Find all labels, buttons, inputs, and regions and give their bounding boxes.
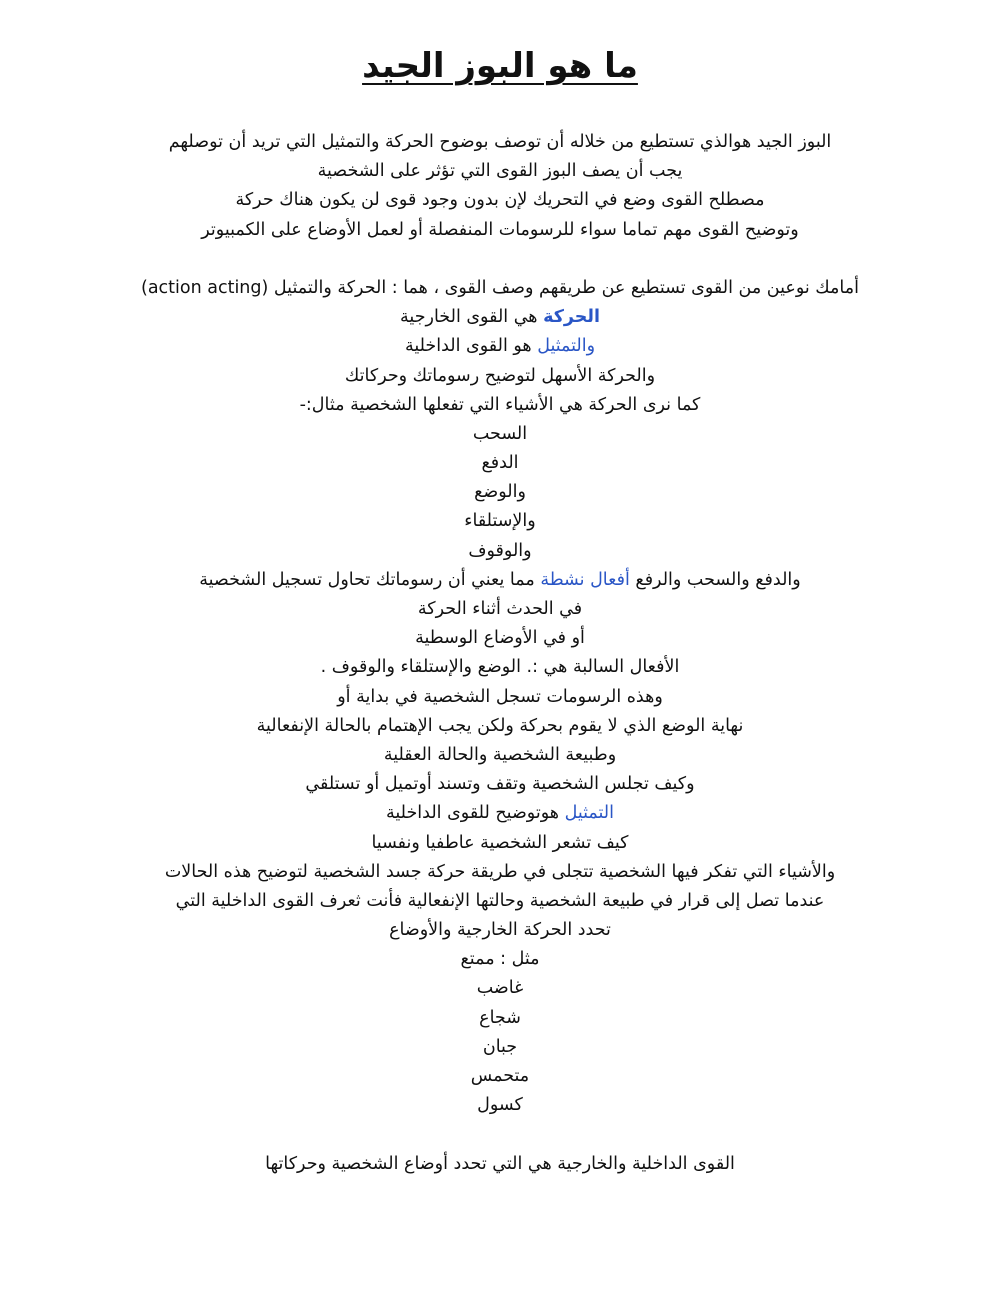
- list-item: كسول: [477, 1095, 523, 1116]
- paragraph-line: تحدد الحركة الخارجية والأوضاع: [389, 920, 611, 941]
- list-item: شجاع: [479, 1007, 521, 1028]
- paragraph-line: أو في الأوضاع الوسطية: [415, 628, 585, 649]
- forces-intro-text: أمامك نوعين من القوى تستطيع عن طريقهم وصف القوى ، هما : الحركة والتمثيل: [273, 277, 859, 298]
- paragraph-line: [70, 799, 930, 828]
- paragraph-line: كما نرى الحركة هي الأشياء التي تفعلها الشخصية مثال:-: [299, 394, 701, 415]
- document-body: [70, 128, 930, 1179]
- list-item: جبان: [482, 1036, 518, 1057]
- highlight-term-acting: والتمثيل: [537, 336, 596, 357]
- paragraph-line: عندما تصل إلى قرار في طبيعة الشخصية وحالتها الإنفعالية فأنت ثعرف القوى الداخلية التي: [175, 890, 825, 911]
- paragraph-line: البوز الجيد هوالذي تستطيع من خلاله أن توصف بوضوح الحركة والتمثيل التي تريد أن توصلهم: [168, 132, 832, 152]
- paragraph-line: [70, 566, 930, 595]
- paragraph-line: والأشياء التي تفكر فيها الشخصية تتجلى في طريقة حركة جسد الشخصية لتوضيح هذه الحالات: [164, 861, 836, 882]
- paragraph-line: يجب أن يصف البوز القوى التي تؤثر على الشخصية: [317, 161, 683, 182]
- line-rest: هو القوى الداخلية: [404, 336, 538, 357]
- list-item: مثل : ممتع: [460, 949, 540, 970]
- paragraph-line: والحركة الأسهل لتوضيح رسوماتك وحركاتك: [344, 365, 656, 386]
- highlight-term-action: الحركة: [543, 307, 600, 328]
- list-item: غاضب: [476, 978, 524, 999]
- english-term: action acting: [147, 277, 262, 298]
- list-item: والإستلقاء: [464, 511, 536, 532]
- page-title: [0, 42, 1000, 90]
- highlight-term-active-verbs: أفعال نشطة: [540, 569, 630, 590]
- paragraph-line: الأفعال السالبة هي :. الوضع والإستلقاء والوقوف .: [320, 657, 680, 678]
- blank-line: [70, 245, 930, 274]
- closing-line: القوى الداخلية والخارجية هي التي تحدد أوضاع الشخصية وحركاتها: [265, 1153, 735, 1174]
- paragraph-line: وتوضيح القوى مهم تماما سواء للرسومات المنفصلة أو لعمل الأوضاع على الكمبيوتر: [201, 219, 799, 240]
- paragraph-line: وطبيعة الشخصية والحالة العقلية: [383, 744, 617, 765]
- line-rest: هوتوضيح للقوى الداخلية: [386, 803, 565, 824]
- paragraph-line: كيف تشعر الشخصية عاطفيا ونفسيا: [371, 832, 629, 853]
- paragraph-line: [70, 332, 930, 361]
- list-item: السحب: [472, 423, 528, 444]
- paragraph-line: [70, 303, 930, 332]
- list-item: متحمس: [470, 1066, 530, 1086]
- list-item: والوقوف: [468, 540, 532, 561]
- paragraph-line: نهاية الوضع الذي لا يقوم بحركة ولكن يجب الإهتمام بالحالة الإنفعالية: [256, 715, 744, 736]
- paragraph-line: مصطلح القوى وضع في التحريك لإن بدون وجود قوى لن يكون هناك حركة: [235, 190, 765, 211]
- line-rest: هي القوى الخارجية: [400, 307, 544, 328]
- paragraph-line: وهذه الرسومات تسجل الشخصية في بداية أو: [337, 686, 663, 707]
- line-rest: مما يعني أن رسوماتك تحاول تسجيل الشخصية: [199, 569, 541, 590]
- list-item: الدفع: [481, 453, 519, 474]
- paragraph-line: وكيف تجلس الشخصية وتقف وتسند أوتميل أو تستلقي: [305, 774, 695, 795]
- list-item: والوضع: [474, 482, 526, 503]
- blank-line: [70, 1120, 930, 1149]
- page-title-text: ما هو البوز الجيد: [362, 46, 638, 86]
- line-start: والدفع والسحب والرفع: [629, 569, 801, 590]
- paragraph-line: أمامك نوعين من القوى تستطيع عن طريقهم وصف القوى ، هما : الحركة والتمثيل (action acting): [140, 277, 859, 298]
- paragraph-line: في الحدث أثناء الحركة: [417, 599, 583, 619]
- highlight-term-acting-2: التمثيل: [564, 803, 614, 824]
